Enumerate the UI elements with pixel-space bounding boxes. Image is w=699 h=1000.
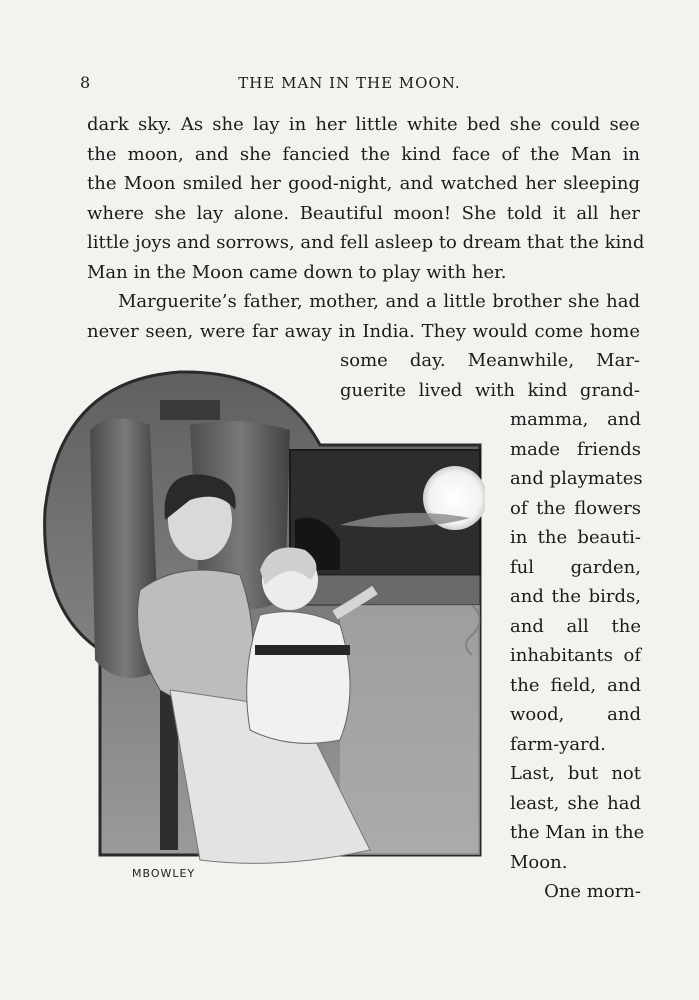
text-line: farm-yard. xyxy=(510,734,606,755)
text-line: mamma, and xyxy=(510,409,641,430)
text-line: in the beauti- xyxy=(510,527,641,548)
text-line: some day. Meanwhile, Mar- xyxy=(340,350,640,371)
text-line: Moon. xyxy=(510,852,568,873)
text-line: and all the xyxy=(510,616,641,637)
artist-signature: MBOWLEY xyxy=(132,867,196,880)
illustration-drawing xyxy=(40,370,485,900)
text-line: guerite lived with kind grand- xyxy=(340,380,640,401)
text-line: never seen, were far away in India. They would come home xyxy=(87,321,640,342)
text-line: ful garden, xyxy=(510,557,641,578)
text-line: wood, and xyxy=(510,704,641,725)
page-number: 8 xyxy=(80,73,91,92)
text-line: and the birds, xyxy=(510,586,641,607)
text-line: Man in the Moon came down to play with her. xyxy=(87,262,507,283)
text-line: the field, and xyxy=(510,675,641,696)
text-line: and playmates xyxy=(510,468,643,489)
text-line: least, she had xyxy=(510,793,641,814)
text-line: made friends xyxy=(510,439,641,460)
text-line: dark sky. As she lay in her little white bed she could see xyxy=(87,114,640,135)
text-line: One morn- xyxy=(544,881,641,902)
illustration xyxy=(40,370,485,900)
text-line: where she lay alone. Beautiful moon! She told it all her xyxy=(87,203,640,224)
text-line-indented: Marguerite’s father, mother, and a little brother she had xyxy=(118,291,640,312)
text-line: inhabitants of xyxy=(510,645,641,666)
running-title: THE MAN IN THE MOON. xyxy=(238,74,461,92)
text-line: Last, but not xyxy=(510,763,641,784)
text-line: the moon, and she fancied the kind face of the Man in xyxy=(87,144,640,165)
text-line: little joys and sorrows, and fell asleep to dream that the kind xyxy=(87,232,645,253)
text-line: the Man in the xyxy=(510,822,645,843)
text-line: of the flowers xyxy=(510,498,641,519)
text-line: the Moon smiled her good-night, and watched her sleeping xyxy=(87,173,640,194)
